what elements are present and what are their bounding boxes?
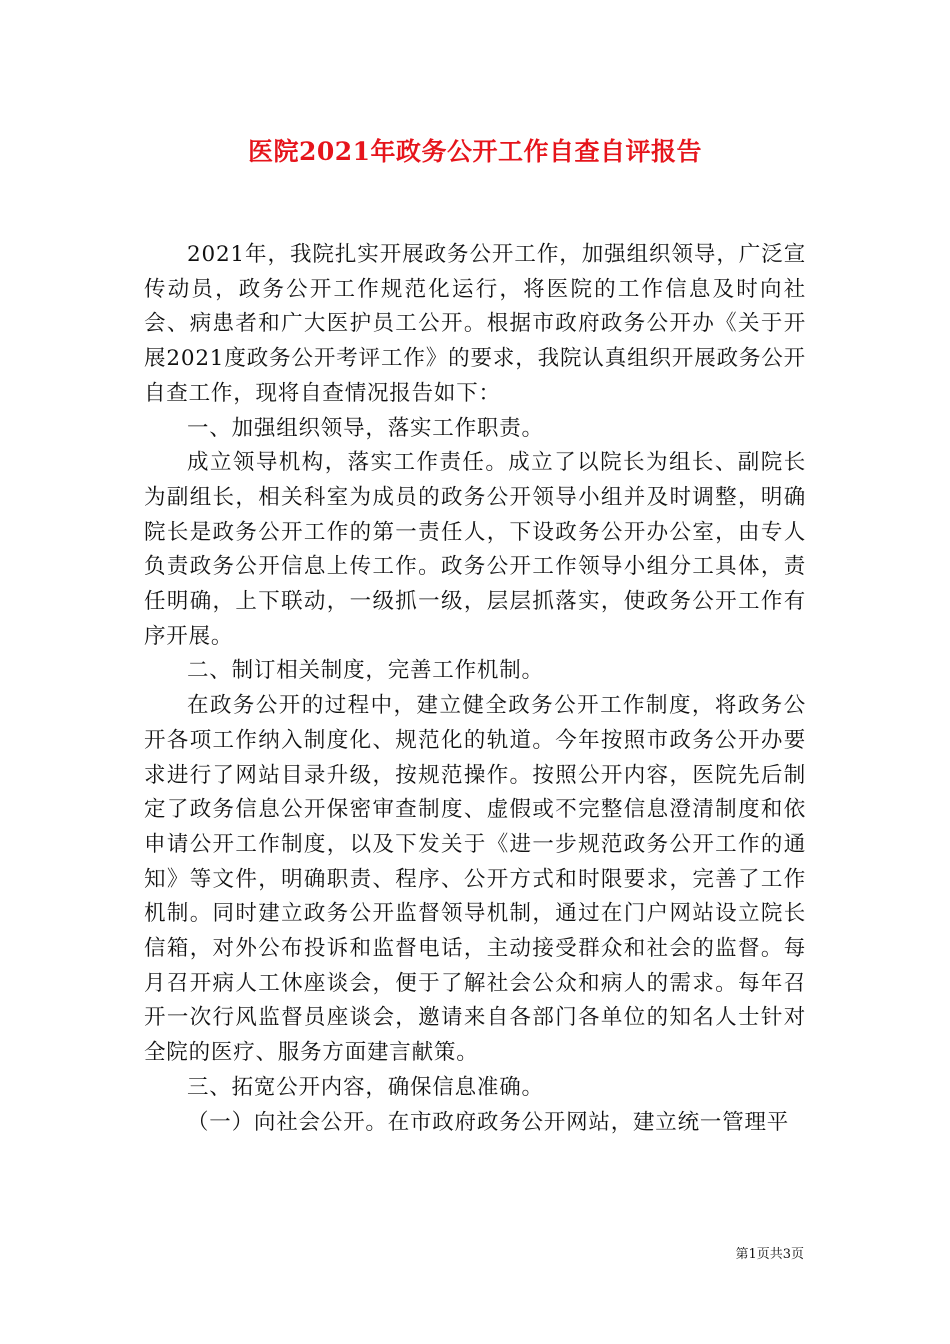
page-number: 第1页共3页 (735, 1247, 804, 1262)
section-heading-3: 三、拓宽公开内容，确保信息准确。 (187, 1074, 544, 1100)
paragraph-intro: 2021年，我院扎实开展政务公开工作，加强组织领导，广泛宣传动员，政务公开工作规范化运行，将医院的工作信息及时向社会、病患者和广大医护员工公开。根据市政府政务公开办《关于开展2021度政务公开考评工作》的要求，我院认真组织开展政务公开自查工作，现将自查情况报告如下： (144, 242, 806, 406)
section-heading-1: 一、加强组织领导，落实工作职责。 (187, 415, 544, 441)
document-title: 医院2021年政务公开工作自查自评报告 (247, 137, 703, 166)
paragraph-section-3-start: （一）向社会公开。在市政府政务公开网站，建立统一管理平 (187, 1109, 790, 1135)
paragraph-section-2: 在政务公开的过程中，建立健全政务公开工作制度，将政务公开各项工作纳入制度化、规范化的轨道。今年按照市政务公开办要求进行了网站目录升级，按规范操作。按照公开内容，医院先后制定了政务信息公开保密审查制度、虚假或不完整信息澄清制度和依申请公开工作制度，以及下发关于《进一步规范政务公开工作的通知》等文件，明确职责、程序、公开方式和时限要求，完善了工作机制。同时建立政务公开监督领导机制，通过在门户网站设立院长信箱，对外公布投诉和监督电话，主动接受群众和社会的监督。每月召开病人工休座谈会，便于了解社会公众和病人的需求。每年召开一次行风监督员座谈会，邀请来自各部门各单位的知名人士针对全院的医疗、服务方面建言献策。 (144, 693, 806, 1066)
document-body (144, 238, 806, 1140)
section-heading-2: 二、制订相关制度，完善工作机制。 (187, 658, 544, 684)
paragraph-section-1: 成立领导机构，落实工作责任。成立了以院长为组长、副院长为副组长，相关科室为成员的政务公开领导小组并及时调整，明确院长是政务公开工作的第一责任人，下设政务公开办公室，由专人负责政务公开信息上传工作。政务公开工作领导小组分工具体，责任明确，上下联动，一级抓一级，层层抓落实，使政务公开工作有序开展。 (144, 450, 806, 649)
